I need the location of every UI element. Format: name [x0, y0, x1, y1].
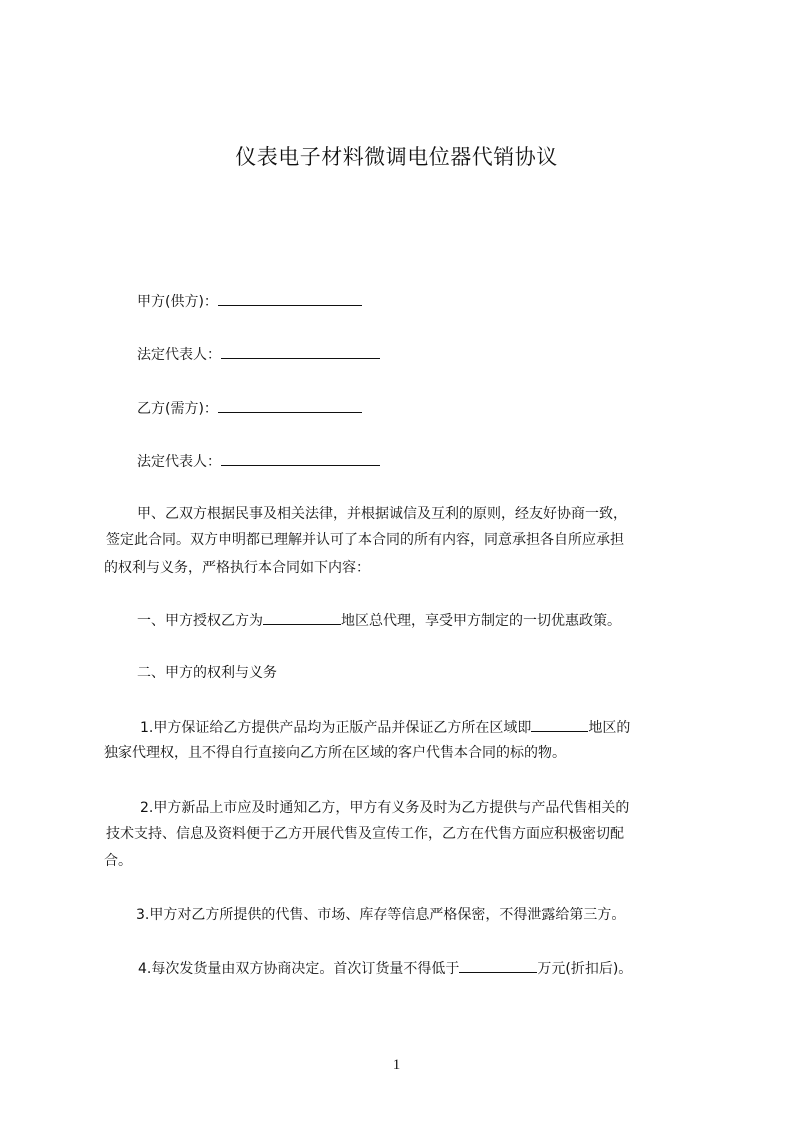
clause-1-region-blank — [263, 609, 341, 625]
item-4-text-after: 万元(折扣后)。 — [537, 961, 633, 977]
party-b-rep-label: 法定代表人： — [137, 454, 221, 470]
party-b-rep-field — [137, 450, 380, 474]
clause-1-text-before: 一、甲方授权乙方为 — [137, 613, 263, 629]
preamble-line-2: 签定此合同。双方申明都已理解并认可了本合同的所有内容，同意承担各自所应承担 — [106, 532, 624, 548]
item-2-line-3: 合。 — [104, 853, 132, 869]
preamble-line-3: 的权利与义务，严格执行本合同如下内容： — [104, 560, 370, 576]
item-1-line-2: 独家代理权，且不得自行直接向乙方所在区域的客户代售本合同的标的物。 — [104, 745, 566, 761]
party-a-label: 甲方(供方)： — [137, 294, 218, 310]
item-2-line-1: 2.甲方新品上市应及时通知乙方，甲方有义务及时为乙方提供与产品代售相关的 — [140, 800, 630, 816]
clause-1-text-after: 地区总代理，享受甲方制定的一切优惠政策。 — [341, 613, 621, 629]
party-a-rep-blank — [221, 343, 380, 359]
clause-2-heading: 二、甲方的权利与义务 — [137, 665, 277, 681]
preamble-line-1: 甲、乙双方根据民事及相关法律，并根据诚信及互利的原则，经友好协商一致， — [137, 506, 627, 522]
item-3: 3.甲方对乙方所提供的代售、市场、库存等信息严格保密，不得泄露给第三方。 — [136, 907, 626, 923]
party-a-rep-label: 法定代表人： — [137, 347, 221, 363]
party-b-rep-blank — [221, 450, 380, 466]
item-1-text-after: 地区的 — [588, 720, 631, 736]
item-4 — [138, 957, 632, 981]
clause-1 — [137, 609, 621, 633]
party-a-rep-field — [137, 343, 380, 367]
item-1-region-blank — [531, 716, 588, 732]
item-1-text-before: 1.甲方保证给乙方提供产品均为正版产品并保证乙方所在区域即 — [140, 720, 532, 736]
item-4-amount-blank — [459, 957, 537, 973]
party-a-blank — [218, 290, 362, 306]
item-4-text-before: 4.每次发货量由双方协商决定。首次订货量不得低于 — [138, 961, 460, 977]
party-b-field — [137, 397, 362, 421]
item-2-line-2: 技术支持、信息及资料便于乙方开展代售及宣传工作，乙方在代售方面应积极密切配 — [106, 826, 624, 842]
party-a-field — [137, 290, 362, 314]
item-1-line-1 — [140, 716, 630, 740]
party-b-blank — [218, 397, 362, 413]
page-number: 1 — [392, 1057, 401, 1073]
document-title: 仪表电子材料微调电位器代销协议 — [235, 145, 558, 169]
party-b-label: 乙方(需方)： — [137, 401, 218, 417]
